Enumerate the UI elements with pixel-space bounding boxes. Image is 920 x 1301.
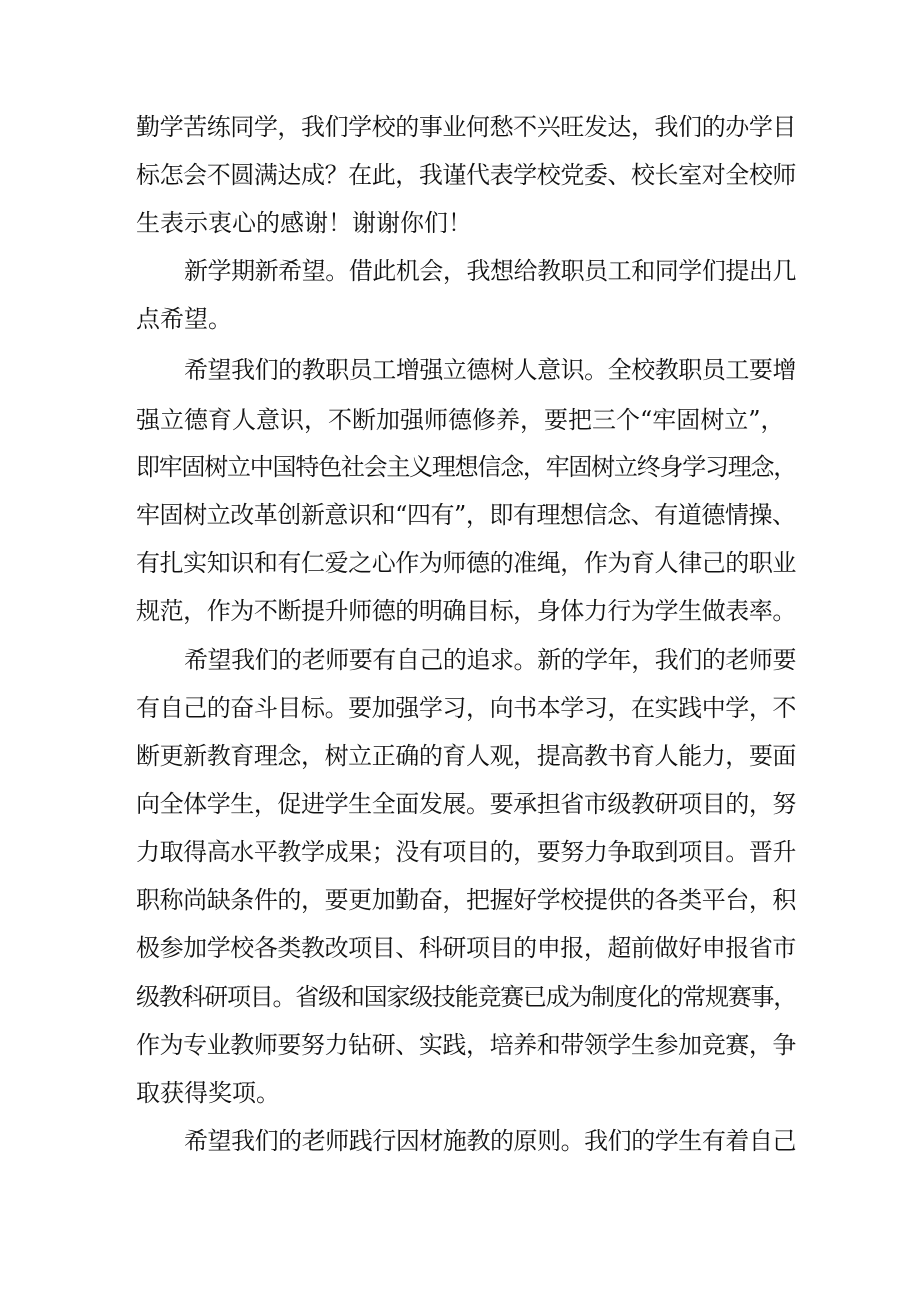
text-line: 有自己的奋斗目标。要加强学习，向书本学习，在实践中学，不	[136, 694, 796, 722]
text-line: 力取得高水平教学成果；没有项目的，要努力争取到项目。晋升	[136, 838, 796, 866]
text-line: 职称尚缺条件的，要更加勤奋，把握好学校提供的各类平台，积	[136, 886, 796, 914]
text-line: 强立德育人意识，不断加强师德修养，要把三个“牢固树立”，	[136, 406, 785, 434]
text-line: 生表示衷心的感谢！谢谢你们！	[136, 209, 472, 237]
text-line: 取获得奖项。	[136, 1079, 280, 1107]
text-line: 牢固树立改革创新意识和“四有”，即有理想信念、有道德情操、	[136, 501, 796, 529]
text-line: 标怎会不圆满达成？在此，我谨代表学校党委、校长室对全校师	[136, 161, 796, 189]
text-line: 断更新教育理念，树立正确的育人观，提高教书育人能力，要面	[136, 742, 796, 770]
text-line: 有扎实知识和有仁爱之心作为师德的准绳，作为育人律己的职业	[136, 549, 796, 577]
text-line: 勤学苦练同学，我们学校的事业何愁不兴旺发达，我们的办学目	[136, 113, 796, 141]
paragraph-first-line: 新学期新希望。借此机会，我想给教职员工和同学们提出几	[184, 257, 796, 285]
text-line: 向全体学生，促进学生全面发展。要承担省市级教研项目的，努	[136, 790, 796, 818]
text-line: 规范，作为不断提升师德的明确目标，身体力行为学生做表率。	[136, 597, 796, 625]
text-line: 即牢固树立中国特色社会主义理想信念，牢固树立终身学习理念，	[136, 453, 797, 481]
text-line: 级教科研项目。省级和国家级技能竞赛已成为制度化的常规赛事，	[136, 983, 797, 1011]
paragraph-first-line: 希望我们的教职员工增强立德树人意识。全校教职员工要增	[184, 356, 796, 384]
text-line: 极参加学校各类教改项目、科研项目的申报，超前做好申报省市	[136, 934, 796, 962]
text-line: 作为专业教师要努力钻研、实践，培养和带领学生参加竞赛，争	[136, 1031, 796, 1059]
text-line: 点希望。	[136, 305, 232, 333]
paragraph-first-line: 希望我们的老师践行因材施教的原则。我们的学生有着自己	[184, 1127, 796, 1155]
paragraph-first-line: 希望我们的老师要有自己的追求。新的学年，我们的老师要	[184, 646, 796, 674]
